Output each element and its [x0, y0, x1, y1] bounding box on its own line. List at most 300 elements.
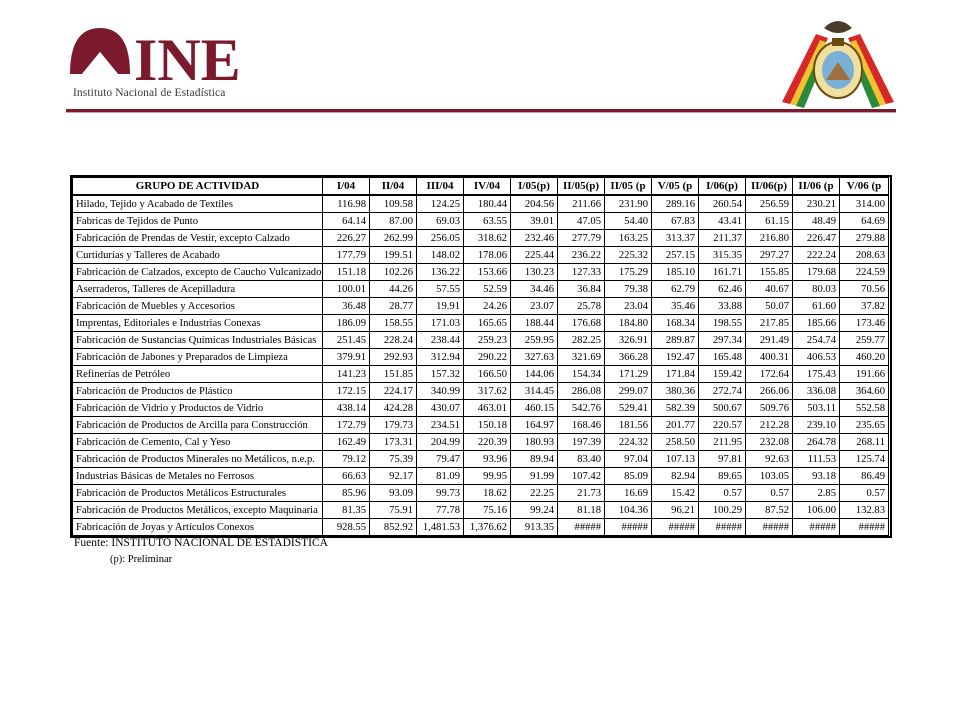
index-value: 317.62 [464, 383, 511, 400]
index-value: 116.98 [323, 195, 370, 213]
index-value: 66.63 [323, 468, 370, 485]
activity-name: Industrias Básicas de Metales no Ferrosos [73, 468, 323, 485]
index-value: 366.28 [605, 349, 652, 366]
index-value: 81.18 [558, 502, 605, 519]
index-value: 406.53 [793, 349, 840, 366]
index-value: 178.06 [464, 247, 511, 264]
index-value: 158.55 [370, 315, 417, 332]
index-value: 279.88 [840, 230, 889, 247]
index-value: 172.15 [323, 383, 370, 400]
index-value: 228.24 [370, 332, 417, 349]
index-value: 191.66 [840, 366, 889, 383]
index-value: 157.32 [417, 366, 464, 383]
index-value: 173.46 [840, 315, 889, 332]
index-value: 18.62 [464, 485, 511, 502]
index-value: 93.96 [464, 451, 511, 468]
index-value: 259.23 [464, 332, 511, 349]
index-value: 63.55 [464, 213, 511, 230]
index-value: 161.71 [699, 264, 746, 281]
index-value: 217.85 [746, 315, 793, 332]
index-value: 36.84 [558, 281, 605, 298]
index-value: 96.21 [652, 502, 699, 519]
index-value: 91.99 [511, 468, 558, 485]
table-header-row [73, 178, 889, 196]
index-value: 230.21 [793, 195, 840, 213]
index-value: 171.29 [605, 366, 652, 383]
index-value: 225.44 [511, 247, 558, 264]
index-value: 168.34 [652, 315, 699, 332]
index-value: 292.93 [370, 349, 417, 366]
column-header-period: I/05(p) [511, 178, 558, 196]
index-value: 400.31 [746, 349, 793, 366]
index-value: 52.59 [464, 281, 511, 298]
index-value: 380.36 [652, 383, 699, 400]
index-value: 166.50 [464, 366, 511, 383]
index-value: 106.00 [793, 502, 840, 519]
index-value: 226.47 [793, 230, 840, 247]
index-value: 85.96 [323, 485, 370, 502]
index-value: 23.07 [511, 298, 558, 315]
table-row [73, 417, 889, 434]
table-row [73, 213, 889, 230]
table-row [73, 502, 889, 519]
column-header-period: II/05 (p [605, 178, 652, 196]
index-value: 37.82 [840, 298, 889, 315]
table-row [73, 195, 889, 213]
index-value: 291.49 [746, 332, 793, 349]
index-value: 34.46 [511, 281, 558, 298]
index-value: 50.07 [746, 298, 793, 315]
index-value: 282.25 [558, 332, 605, 349]
index-value: 144.06 [511, 366, 558, 383]
activity-name: Fabricación de Vidrio y Productos de Vidrio [73, 400, 323, 417]
table-row [73, 468, 889, 485]
index-value: 92.17 [370, 468, 417, 485]
index-value: 259.77 [840, 332, 889, 349]
index-value: 82.94 [652, 468, 699, 485]
activity-name: Imprentas, Editoriales e Industrias Conexas [73, 315, 323, 332]
index-value: 503.11 [793, 400, 840, 417]
index-value: 913.35 [511, 519, 558, 536]
index-value: 197.39 [558, 434, 605, 451]
index-value: 87.52 [746, 502, 793, 519]
index-value: 102.26 [370, 264, 417, 281]
index-value: 79.47 [417, 451, 464, 468]
activity-name: Refinerías de Petróleo [73, 366, 323, 383]
index-value: 181.56 [605, 417, 652, 434]
index-value: 54.40 [605, 213, 652, 230]
index-value: 180.44 [464, 195, 511, 213]
index-value: 220.57 [699, 417, 746, 434]
activity-name: Hilado, Tejido y Acabado de Textiles [73, 195, 323, 213]
index-value: 23.04 [605, 298, 652, 315]
activity-name: Fabricación de Productos de Arcilla para Construcción [73, 417, 323, 434]
index-value: 39.01 [511, 213, 558, 230]
column-header-period: V/06 (p [840, 178, 889, 196]
index-value: 80.03 [793, 281, 840, 298]
brand-subtitle: Instituto Nacional de Estadística [73, 87, 226, 99]
index-value: 47.05 [558, 213, 605, 230]
index-value: 238.44 [417, 332, 464, 349]
activity-name: Fabricación de Muebles y Accesorios [73, 298, 323, 315]
index-value: 289.16 [652, 195, 699, 213]
index-value: 130.23 [511, 264, 558, 281]
activity-name: Fabricación de Cemento, Cal y Yeso [73, 434, 323, 451]
index-value: 262.99 [370, 230, 417, 247]
index-value: 75.91 [370, 502, 417, 519]
table-row [73, 315, 889, 332]
index-value: 224.32 [605, 434, 652, 451]
index-value: 165.65 [464, 315, 511, 332]
index-value: 314.00 [840, 195, 889, 213]
index-value: 172.79 [323, 417, 370, 434]
table-row [73, 349, 889, 366]
index-value: 100.29 [699, 502, 746, 519]
index-value: 239.10 [793, 417, 840, 434]
index-value: 297.27 [746, 247, 793, 264]
index-value: 99.24 [511, 502, 558, 519]
index-value: 264.78 [793, 434, 840, 451]
column-header-period: III/04 [417, 178, 464, 196]
index-value: 852.92 [370, 519, 417, 536]
activity-name: Fabricación de Calzados, excepto de Caucho Vulcanizado [73, 264, 323, 281]
index-value: 256.05 [417, 230, 464, 247]
activity-name: Fabricación de Productos de Plástico [73, 383, 323, 400]
index-value: 224.17 [370, 383, 417, 400]
index-value: 67.83 [652, 213, 699, 230]
column-header-period: II/06(p) [746, 178, 793, 196]
index-value: 171.84 [652, 366, 699, 383]
index-value: 0.57 [746, 485, 793, 502]
table-row [73, 332, 889, 349]
index-value: 340.99 [417, 383, 464, 400]
index-value: 22.25 [511, 485, 558, 502]
table-row [73, 519, 889, 536]
index-value: 86.49 [840, 468, 889, 485]
index-value: 318.62 [464, 230, 511, 247]
index-value: 204.99 [417, 434, 464, 451]
activity-name: Fabricación de Productos Minerales no Metálicos, n.e.p. [73, 451, 323, 468]
index-value: 326.91 [605, 332, 652, 349]
index-value: 460.20 [840, 349, 889, 366]
index-value: 211.95 [699, 434, 746, 451]
index-value: 208.63 [840, 247, 889, 264]
index-value: 172.64 [746, 366, 793, 383]
activity-name: Curtidurías y Talleres de Acabado [73, 247, 323, 264]
index-value: 234.51 [417, 417, 464, 434]
index-value: 179.68 [793, 264, 840, 281]
index-value: 289.87 [652, 332, 699, 349]
index-value: 21.73 [558, 485, 605, 502]
table-row [73, 298, 889, 315]
index-value: 0.57 [840, 485, 889, 502]
index-value: 364.60 [840, 383, 889, 400]
table-row [73, 400, 889, 417]
index-value: 268.11 [840, 434, 889, 451]
header-divider-thin [66, 112, 896, 113]
index-value: 33.88 [699, 298, 746, 315]
index-value: 216.80 [746, 230, 793, 247]
table-row [73, 434, 889, 451]
index-value: 99.95 [464, 468, 511, 485]
index-value: ##### [605, 519, 652, 536]
index-value: 224.59 [840, 264, 889, 281]
index-value: 64.14 [323, 213, 370, 230]
index-value: 100.01 [323, 281, 370, 298]
index-value: 2.85 [793, 485, 840, 502]
index-value: 225.32 [605, 247, 652, 264]
index-value: 168.46 [558, 417, 605, 434]
index-value: 192.47 [652, 349, 699, 366]
index-value: 15.42 [652, 485, 699, 502]
index-value: 582.39 [652, 400, 699, 417]
index-value: 87.00 [370, 213, 417, 230]
index-value: 151.85 [370, 366, 417, 383]
index-value: 184.80 [605, 315, 652, 332]
index-value: 232.46 [511, 230, 558, 247]
index-value: 236.22 [558, 247, 605, 264]
index-value: 61.60 [793, 298, 840, 315]
column-header-period: II/06 (p [793, 178, 840, 196]
index-value: 297.34 [699, 332, 746, 349]
index-value: 204.56 [511, 195, 558, 213]
index-value: 222.24 [793, 247, 840, 264]
index-value: 552.58 [840, 400, 889, 417]
index-value: 19.91 [417, 298, 464, 315]
index-value: 313.37 [652, 230, 699, 247]
table-row [73, 281, 889, 298]
index-value: 235.65 [840, 417, 889, 434]
activity-name: Fabricación de Productos Metálicos, excepto Maquinaria [73, 502, 323, 519]
index-value: 70.56 [840, 281, 889, 298]
index-value: 188.44 [511, 315, 558, 332]
index-value: 0.57 [699, 485, 746, 502]
index-value: 198.55 [699, 315, 746, 332]
table-row [73, 451, 889, 468]
index-value: 321.69 [558, 349, 605, 366]
index-value: 62.46 [699, 281, 746, 298]
column-header-activity: GRUPO DE ACTIVIDAD [73, 178, 323, 196]
index-value: 171.03 [417, 315, 464, 332]
index-value: 97.04 [605, 451, 652, 468]
index-value: 500.67 [699, 400, 746, 417]
index-value: 179.73 [370, 417, 417, 434]
index-value: 286.08 [558, 383, 605, 400]
index-value: 327.63 [511, 349, 558, 366]
index-value: 28.77 [370, 298, 417, 315]
index-value: 64.69 [840, 213, 889, 230]
index-value: 315.35 [699, 247, 746, 264]
index-value: ##### [699, 519, 746, 536]
index-value: 25.78 [558, 298, 605, 315]
index-value: 175.29 [605, 264, 652, 281]
brand-name: INE [134, 27, 241, 93]
index-value: 430.07 [417, 400, 464, 417]
index-value: 132.83 [840, 502, 889, 519]
index-value: 460.15 [511, 400, 558, 417]
index-value: 379.91 [323, 349, 370, 366]
index-value: 254.74 [793, 332, 840, 349]
index-value: 438.14 [323, 400, 370, 417]
index-value: 43.41 [699, 213, 746, 230]
index-value: 103.05 [746, 468, 793, 485]
index-value: 83.40 [558, 451, 605, 468]
index-value: 232.08 [746, 434, 793, 451]
index-value: 61.15 [746, 213, 793, 230]
index-value: 260.54 [699, 195, 746, 213]
index-value: 259.95 [511, 332, 558, 349]
index-value: 75.16 [464, 502, 511, 519]
index-value: ##### [652, 519, 699, 536]
index-value: 97.81 [699, 451, 746, 468]
index-value: 153.66 [464, 264, 511, 281]
index-value: 185.10 [652, 264, 699, 281]
index-value: 463.01 [464, 400, 511, 417]
column-header-period: I/06(p) [699, 178, 746, 196]
index-value: 125.74 [840, 451, 889, 468]
index-value: 99.73 [417, 485, 464, 502]
index-value: 24.26 [464, 298, 511, 315]
table-row [73, 247, 889, 264]
index-value: 257.15 [652, 247, 699, 264]
index-value: 176.68 [558, 315, 605, 332]
column-header-period: I/04 [323, 178, 370, 196]
column-header-period: II/05(p) [558, 178, 605, 196]
index-value: 124.25 [417, 195, 464, 213]
index-value: 57.55 [417, 281, 464, 298]
activity-name: Fabricación de Joyas y Artículos Conexos [73, 519, 323, 536]
index-value: 92.63 [746, 451, 793, 468]
index-value: 928.55 [323, 519, 370, 536]
index-value: 148.02 [417, 247, 464, 264]
activity-name: Fabricación de Prendas de Vestir, excepto Calzado [73, 230, 323, 247]
activity-name: Aserraderos, Talleres de Acepilladura [73, 281, 323, 298]
activity-name: Fabricación de Jabones y Preparados de Limpieza [73, 349, 323, 366]
index-value: 529.41 [605, 400, 652, 417]
index-value: 256.59 [746, 195, 793, 213]
index-value: 89.65 [699, 468, 746, 485]
index-value: 277.79 [558, 230, 605, 247]
index-value: 127.33 [558, 264, 605, 281]
index-value: 36.48 [323, 298, 370, 315]
index-value: 154.34 [558, 366, 605, 383]
index-value: 266.06 [746, 383, 793, 400]
index-value: 165.48 [699, 349, 746, 366]
activity-table [72, 177, 889, 536]
table-row [73, 366, 889, 383]
index-value: 44.26 [370, 281, 417, 298]
index-value: 186.09 [323, 315, 370, 332]
index-value: 48.49 [793, 213, 840, 230]
index-value: 173.31 [370, 434, 417, 451]
index-value: 163.25 [605, 230, 652, 247]
index-value: 141.23 [323, 366, 370, 383]
index-value: 62.79 [652, 281, 699, 298]
index-value: 258.50 [652, 434, 699, 451]
index-value: 155.85 [746, 264, 793, 281]
index-value: 509.76 [746, 400, 793, 417]
index-value: 211.37 [699, 230, 746, 247]
index-value: 212.28 [746, 417, 793, 434]
index-value: 69.03 [417, 213, 464, 230]
index-value: 201.77 [652, 417, 699, 434]
coat-of-arms-icon [776, 14, 900, 110]
index-value: 185.66 [793, 315, 840, 332]
index-value: 109.58 [370, 195, 417, 213]
source-note: Fuente: INSTITUTO NACIONAL DE ESTADÍSTICA [74, 537, 328, 549]
index-value: 220.39 [464, 434, 511, 451]
table-row [73, 383, 889, 400]
table-row [73, 230, 889, 247]
index-value: ##### [840, 519, 889, 536]
index-value: 542.76 [558, 400, 605, 417]
index-value: 104.36 [605, 502, 652, 519]
index-value: 81.09 [417, 468, 464, 485]
preliminary-note: (p): Preliminar [110, 554, 173, 565]
index-value: ##### [558, 519, 605, 536]
column-header-period: IV/04 [464, 178, 511, 196]
index-value: 226.27 [323, 230, 370, 247]
index-value: 164.97 [511, 417, 558, 434]
index-value: 272.74 [699, 383, 746, 400]
index-value: 136.22 [417, 264, 464, 281]
index-value: 159.42 [699, 366, 746, 383]
table-row [73, 264, 889, 281]
index-value: 180.93 [511, 434, 558, 451]
index-value: 85.09 [605, 468, 652, 485]
index-value: 35.46 [652, 298, 699, 315]
index-value: 177.79 [323, 247, 370, 264]
index-value: 1,481.53 [417, 519, 464, 536]
index-value: 111.53 [793, 451, 840, 468]
index-value: 75.39 [370, 451, 417, 468]
index-value: 251.45 [323, 332, 370, 349]
index-value: ##### [793, 519, 840, 536]
index-value: 107.13 [652, 451, 699, 468]
column-header-period: V/05 (p [652, 178, 699, 196]
index-value: 299.07 [605, 383, 652, 400]
index-value: 93.09 [370, 485, 417, 502]
index-value: 81.35 [323, 502, 370, 519]
index-value: 77.78 [417, 502, 464, 519]
index-value: 162.49 [323, 434, 370, 451]
index-value: 79.12 [323, 451, 370, 468]
activity-name: Fabricación de Productos Metálicos Estructurales [73, 485, 323, 502]
index-value: 40.67 [746, 281, 793, 298]
index-value: 290.22 [464, 349, 511, 366]
column-header-period: II/04 [370, 178, 417, 196]
index-value: 336.08 [793, 383, 840, 400]
table-body [73, 195, 889, 536]
index-value: 89.94 [511, 451, 558, 468]
activity-name: Fabricas de Tejidos de Punto [73, 213, 323, 230]
index-value: 79.38 [605, 281, 652, 298]
index-value: 150.18 [464, 417, 511, 434]
index-value: 312.94 [417, 349, 464, 366]
index-value: ##### [746, 519, 793, 536]
index-value: 199.51 [370, 247, 417, 264]
index-value: 93.18 [793, 468, 840, 485]
activity-name: Fabricación de Sustancias Químicas Industriales Básicas [73, 332, 323, 349]
index-value: 314.45 [511, 383, 558, 400]
index-value: 107.42 [558, 468, 605, 485]
index-value: 1,376.62 [464, 519, 511, 536]
index-value: 16.69 [605, 485, 652, 502]
index-value: 151.18 [323, 264, 370, 281]
index-value: 211.66 [558, 195, 605, 213]
index-value: 231.90 [605, 195, 652, 213]
table-row [73, 485, 889, 502]
